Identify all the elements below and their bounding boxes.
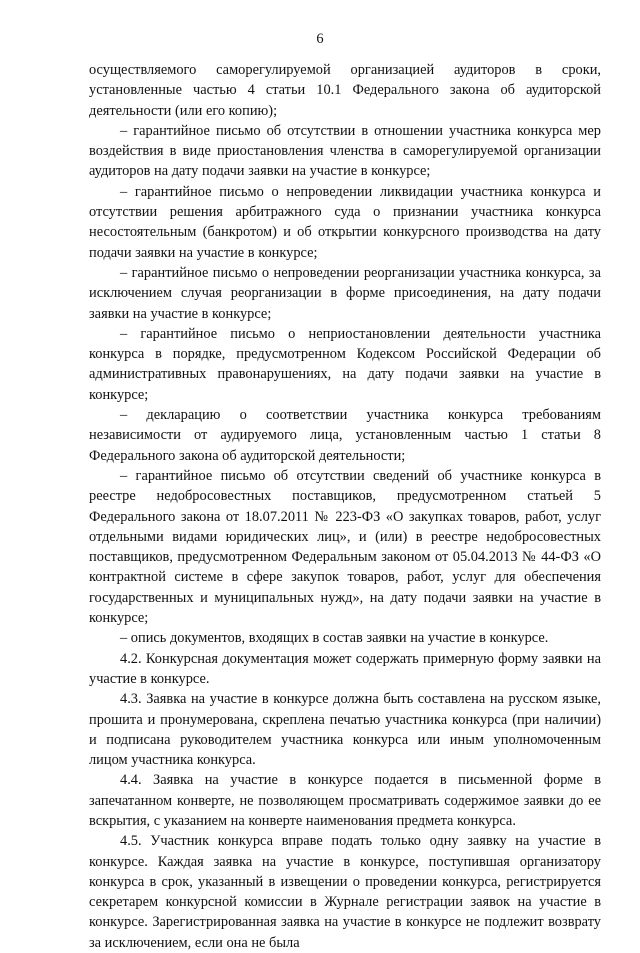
clause-4-3: 4.3. Заявка на участие в конкурсе должна быть составлена на русском языке, прошита и пронумерована, скреплена печатью участника конкурса (при наличии) и подписана руководителем участника конкурса или иным уполномоченным лицом участника конкурса. <box>89 691 601 769</box>
list-item-suspension-letter: – гарантийное письмо о неприостановлении деятельности участника конкурса в порядке, предусмотренном Кодексом Российской Федерации об административных правонарушениях, на дату подачи заявки на участие в конкурсе; <box>89 325 601 403</box>
document-body <box>89 60 601 953</box>
list-item-reorganization-letter: – гарантийное письмо о непроведении реорганизации участника конкурса, за исключением случая реорганизации в форме присоединения, на дату подачи заявки на участие в конкурсе; <box>89 264 601 322</box>
list-item-registry-letter: – гарантийное письмо об отсутствии сведений об участнике конкурса в реестре недобросовестных поставщиков, предусмотренном статьей 5 Федерального закона от 18.07.2011 № 223-ФЗ «О закупках товаров, работ, услуг отдельными видами юридических лиц», и (или) в реестре недобросовестных поставщиков, предусмотренном Федеральным законом от 05.04.2013 № 44-ФЗ «О контрактной системе в сфере закупок товаров, работ, услуг для обеспечения государственных и муниципальных нужд», на дату подачи заявки на участие в конкурсе; <box>89 467 601 627</box>
paragraph-auditor-docs-continuation: осуществляемого саморегулируемой организацией аудиторов в сроки, установленные частью 4 статьи 10.1 Федерального закона об аудиторской деятельности (или его копию); <box>89 62 601 119</box>
clause-4-2: 4.2. Конкурсная документация может содержать примерную форму заявки на участие в конкурсе. <box>89 650 601 687</box>
list-item-membership-letter: – гарантийное письмо об отсутствии в отношении участника конкурса мер воздействия в виде приостановления членства в саморегулируемой организации аудиторов на дату подачи заявки на участие в конкурсе; <box>89 122 601 180</box>
clause-4-4: 4.4. Заявка на участие в конкурсе подается в письменной форме в запечатанном конверте, не позволяющем просматривать содержимое заявки до ее вскрытия, с указанием на конверте наименования предмета конкурса. <box>89 772 601 829</box>
list-item-independence-declaration: – декларацию о соответствии участника конкурса требованиям независимости от аудируемого лица, установленным частью 1 статьи 8 Федерального закона об аудиторской деятельности; <box>89 407 601 464</box>
page-number: 6 <box>316 31 324 47</box>
clause-4-5: 4.5. Участник конкурса вправе подать только одну заявку на участие в конкурсе. Каждая заявка на участие в конкурсе, поступившая организатору конкурса в срок, указанный в извещении о проведении конкурса, регистрируется секретарем конкурсной комиссии в Журнале регистрации заявок на участие в конкурсе. Зарегистрированная заявка на участие в конкурсе не подлежит возврату за исключением, если она не была <box>89 833 601 951</box>
list-item-liquidation-letter: – гарантийное письмо о непроведении ликвидации участника конкурса и отсутствии решения арбитражного суда о признании участника конкурса несостоятельным (банкротом) и об открытии конкурсного производства на дату подачи заявки на участие в конкурсе; <box>89 183 601 261</box>
list-item-document-inventory: – опись документов, входящих в состав заявки на участие в конкурсе. <box>120 630 549 647</box>
